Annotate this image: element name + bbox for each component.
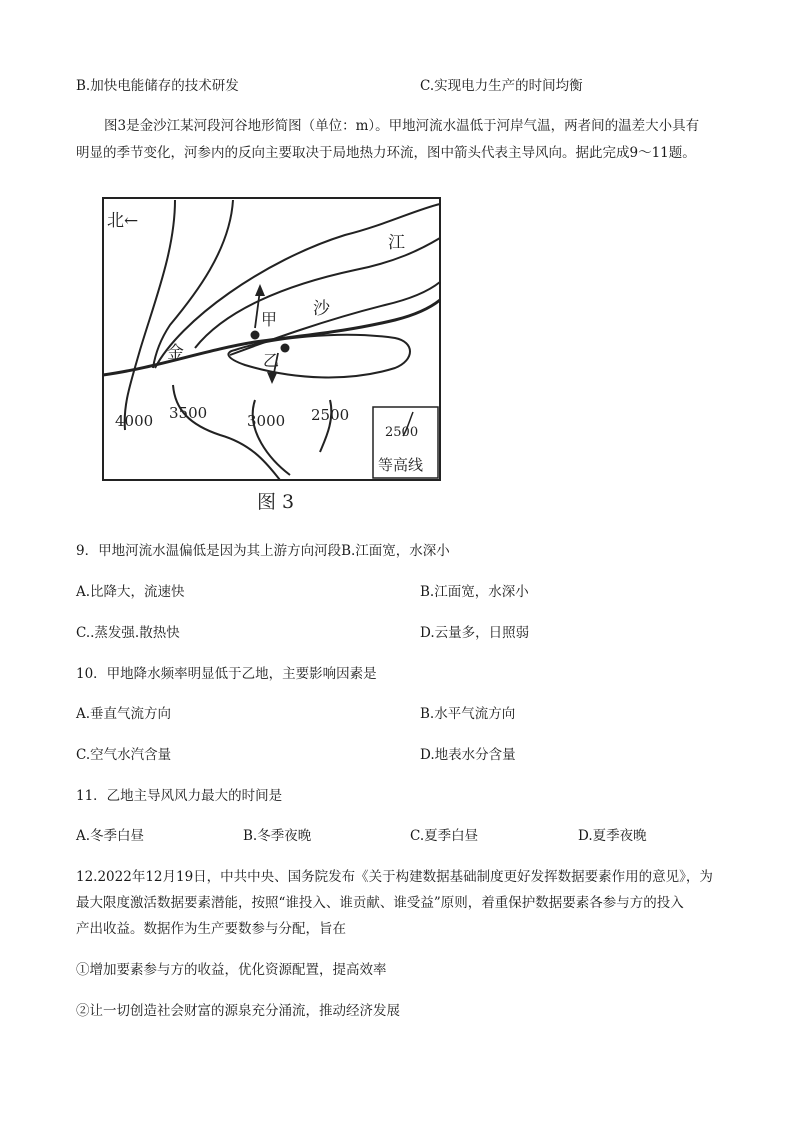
- q10-option-d: D.地表水分含量: [420, 747, 516, 763]
- q9-option-b: B.江面宽，水深小: [420, 584, 529, 600]
- q11-option-d: D.夏季夜晚: [578, 828, 647, 844]
- q10-option-b: B.水平气流方向: [420, 706, 516, 722]
- wind-arrow-jia-head: [255, 284, 265, 296]
- terrain-map-figure: [95, 190, 445, 520]
- option-b-prev: B.加快电能储存的技术研发: [76, 78, 239, 94]
- q12-item-1: ①增加要素参与方的收益，优化资源配置，提高效率: [76, 962, 387, 978]
- q10-option-a: A.垂直气流方向: [76, 706, 172, 722]
- legend-label: 等高线: [378, 456, 424, 474]
- contour-4000: [125, 200, 175, 430]
- river-char-jiang: 江: [388, 233, 405, 253]
- contour-label-2500: 2500: [311, 406, 350, 424]
- q11-stem: 11．乙地主导风风力最大的时间是: [76, 788, 283, 804]
- q12-line-3: 产出收益。数据作为生产要数参与分配，旨在: [76, 921, 346, 937]
- river-char-jin: 金: [167, 343, 184, 363]
- intro-line-1: 图3是金沙江某河段河谷地形简图（单位：m）。甲地河流水温低于河岸气温，两者间的温差大小具有: [104, 118, 700, 134]
- point-yi-dot: [281, 344, 290, 353]
- contour-label-3500: 3500: [169, 404, 208, 422]
- wind-arrow-yi-head: [267, 372, 277, 384]
- q9-option-c: C..蒸发强.散热快: [76, 625, 180, 641]
- q9-option-d: D.云量多，日照弱: [420, 625, 530, 641]
- figure-caption: 图 3: [257, 491, 295, 513]
- contour-valley-inner-n: [195, 238, 440, 348]
- point-jia-label: 甲: [261, 310, 278, 329]
- q11-option-c: C.夏季白昼: [410, 828, 479, 844]
- q11-option-a: A.冬季白昼: [76, 828, 145, 844]
- river-char-sha: 沙: [313, 299, 330, 319]
- contour-label-3000: 3000: [247, 412, 286, 430]
- q9-stem: 9．甲地河流水温偏低是因为其上游方向河段B.江面宽，水深小: [76, 543, 450, 559]
- contour-3500-north: [153, 200, 233, 368]
- contour-3500-south: [173, 385, 280, 480]
- q12-line-2: 最大限度激活数据要素潜能，按照“谁投入、谁贡献、谁受益”原则，着重保护数据要素各参与方的投入: [76, 895, 684, 911]
- point-yi-label: 乙: [263, 351, 280, 370]
- q12-line-1: 12.2022年12月19日，中共中央、国务院发布《关于构建数据基础制度更好发挥数据要素作用的意见》，为: [76, 869, 713, 885]
- option-c-prev: C.实现电力生产的时间均衡: [420, 78, 583, 94]
- legend-value: 2500: [385, 425, 419, 440]
- intro-line-2: 明显的季节变化，河参内的反向主要取决于局地热力环流，图中箭头代表主导风向。据此完成9～11题。: [76, 145, 696, 161]
- q11-option-b: B.冬季夜晚: [243, 828, 312, 844]
- north-label: 北←: [107, 211, 139, 231]
- q12-item-2: ②让一切创造社会财富的源泉充分涌流，推动经济发展: [76, 1003, 400, 1019]
- contour-label-4000: 4000: [115, 412, 154, 430]
- q10-option-c: C.空气水汽含量: [76, 747, 172, 763]
- q9-option-a: A.比降大，流速快: [76, 584, 185, 600]
- point-jia-dot: [251, 331, 260, 340]
- q10-stem: 10．甲地降水频率明显低于乙地，主要影响因素是: [76, 666, 377, 682]
